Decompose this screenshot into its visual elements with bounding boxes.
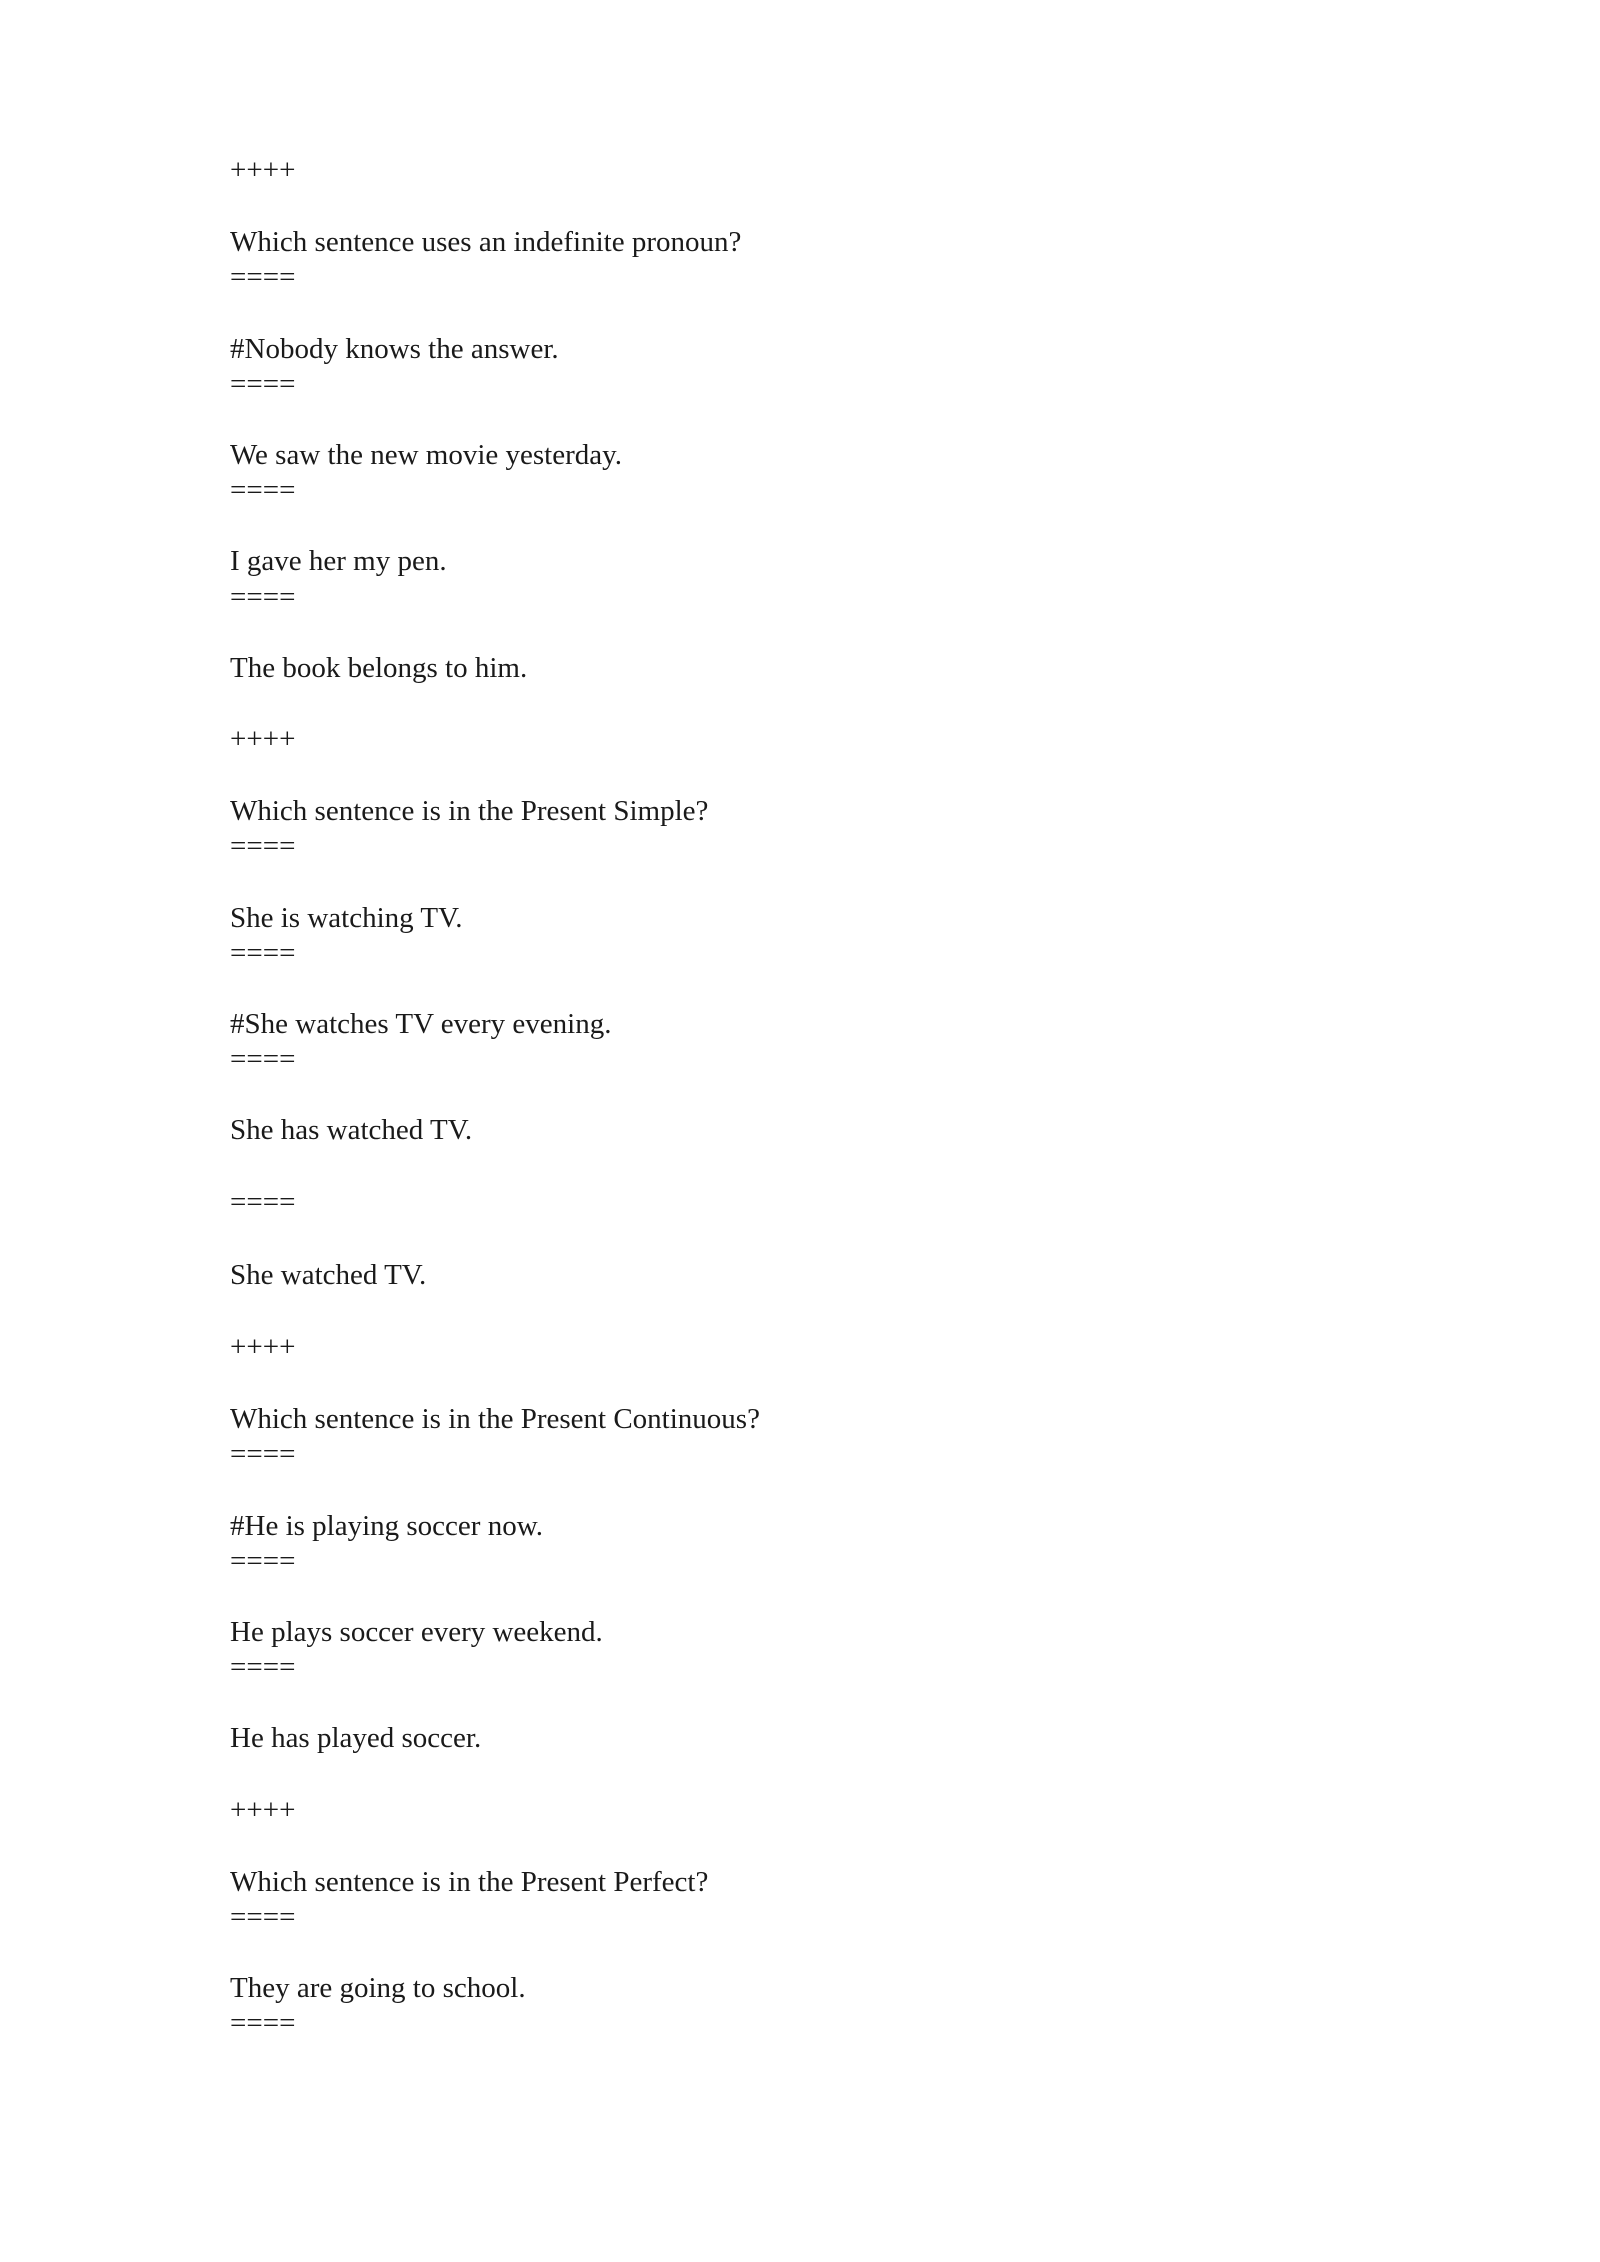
option-separator: ==== — [230, 2007, 296, 2039]
answer-option: She has watched TV. — [230, 1114, 473, 1146]
question-separator: ++++ — [230, 1331, 296, 1363]
answer-option: He has played soccer. — [230, 1722, 482, 1754]
answer-option: They are going to school. — [230, 1972, 526, 2004]
answer-option: #He is playing soccer now. — [230, 1510, 544, 1542]
option-separator: ==== — [230, 1186, 296, 1218]
option-separator: ==== — [230, 581, 296, 613]
answer-option: #She watches TV every evening. — [230, 1008, 612, 1040]
question-separator: ++++ — [230, 154, 296, 186]
option-separator: ==== — [230, 261, 296, 293]
answer-option: He plays soccer every weekend. — [230, 1616, 603, 1648]
question-text: Which sentence is in the Present Simple? — [230, 795, 709, 827]
answer-option: The book belongs to him. — [230, 652, 528, 684]
option-separator: ==== — [230, 937, 296, 969]
option-separator: ==== — [230, 830, 296, 862]
question-text: Which sentence is in the Present Perfect? — [230, 1866, 709, 1898]
question-text: Which sentence is in the Present Continuous? — [230, 1403, 760, 1435]
question-separator: ++++ — [230, 723, 296, 755]
option-separator: ==== — [230, 1651, 296, 1683]
option-separator: ==== — [230, 1901, 296, 1933]
option-separator: ==== — [230, 1438, 296, 1470]
option-separator: ==== — [230, 1545, 296, 1577]
answer-option: We saw the new movie yesterday. — [230, 439, 622, 471]
answer-option: #Nobody knows the answer. — [230, 333, 559, 365]
question-separator: ++++ — [230, 1794, 296, 1826]
answer-option: She watched TV. — [230, 1259, 427, 1291]
option-separator: ==== — [230, 368, 296, 400]
option-separator: ==== — [230, 1043, 296, 1075]
answer-option: I gave her my pen. — [230, 545, 447, 577]
question-text: Which sentence uses an indefinite pronoun? — [230, 226, 742, 258]
answer-option: She is watching TV. — [230, 902, 463, 934]
option-separator: ==== — [230, 474, 296, 506]
